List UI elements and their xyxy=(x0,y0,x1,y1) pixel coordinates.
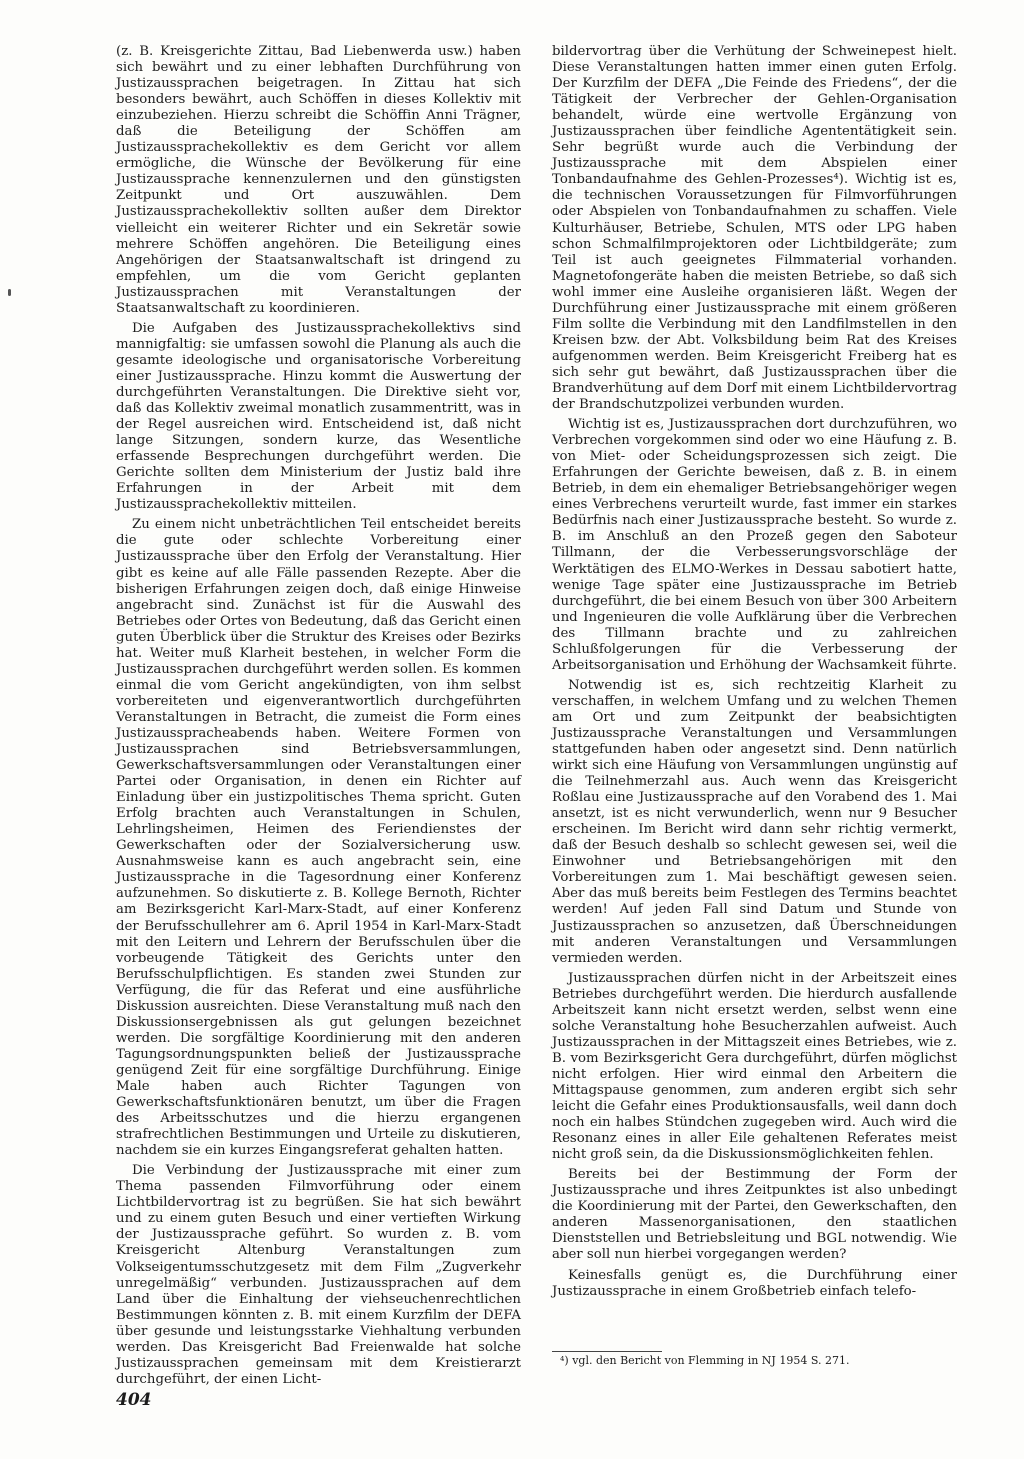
right-column xyxy=(552,44,957,1304)
paragraph: Justizaussprachen dürfen nicht in der Arbeitszeit eines Betriebes durchgeführt werden. Die hierdurch ausfallende Arbeitszeit kann nicht ersetzt werden, selbst wenn eine solche Veranstaltung hohe Besucherzahlen aufweist. Auch Justizaussprachen in der Mittagszeit eines Betriebes, wie z. B. vom Bezirksgericht Gera durchgeführt, dürfen möglichst nicht erfolgen. Hier wird einmal den Arbeitern die Mittagspause genommen, zum anderen ergibt sich sehr leicht die Gefahr eines Produktionsausfalls, weil dann doch noch ein halbes Stündchen zugegeben wird. Auch wird die Resonanz eines in aller Eile gehaltenen Referates meist nicht groß sein, da die Diskussionsmöglichkeiten fehlen. xyxy=(552,970,957,1163)
left-column xyxy=(116,44,521,1392)
paragraph: Keinesfalls genügt es, die Durchführung einer Justizaussprache in einem Großbetrieb einfach telefo- xyxy=(552,1267,957,1299)
footnote: ⁴) vgl. den Bericht von Flemming in NJ 1954 S. 271. xyxy=(560,1354,850,1367)
paragraph: Zu einem nicht unbeträchtlichen Teil entscheidet bereits die gute oder schlechte Vorbereitung einer Justizaussprache über den Erfolg der Veranstaltung. Hier gibt es keine auf alle Fälle passenden Rezepte. Aber die bisherigen Erfahrungen zeigen doch, daß einige Hinweise angebracht sind. Zunächst ist für die Auswahl des Betriebes oder Ortes von Bedeutung, daß das Gericht einen guten Überblick über die Struktur des Kreises oder Bezirks hat. Weiter muß Klarheit bestehen, in welcher Form die Justizaussprachen durchgeführt werden sollen. Es kommen einmal die vom Gericht angekündigten, von ihm selbst vorbereiteten und eigenverantwortlich durchgeführten Veranstaltungen in Betracht, die zumeist die Form eines Justizausspracheabends haben. Weitere Formen von Justizaussprachen sind Betriebsversammlungen, Gewerkschaftsversammlungen oder Veranstaltungen einer Partei oder Organisation, in denen ein Richter auf Einladung über ein justizpolitisches Thema spricht. Guten Erfolg brachten auch Veranstaltungen in Schulen, Lehrlingsheimen, Heimen des Feriendienstes der Gewerkschaften oder der Sozialversicherung usw. Ausnahmsweise kann es auch angebracht sein, eine Justizaussprache in die Tagesordnung einer Konferenz aufzunehmen. So diskutierte z. B. Kollege Bernoth, Richter am Bezirksgericht Karl-Marx-Stadt, auf einer Konferenz der Berufsschullehrer am 6. April 1954 in Karl-Marx-Stadt mit den Leitern und Lehrern der Berufsschulen über die vorbeugende Tätigkeit des Gerichts unter den Berufsschulpflichtigen. Es standen zwei Stunden zur Verfügung, die für das Referat und eine ausführliche Diskussion ausreichten. Diese Veranstaltung muß nach den Diskussionsergebnissen als gut gelungen bezeichnet werden. Die sorgfältige Koordinierung mit den anderen Tagungsordnungspunkten beließ der Justizaussprache genügend Zeit für eine sorgfältige Durchführung. Einige Male haben auch Richter Tagungen von Gewerkschaftsfunktionären benutzt, um über die Fragen des Arbeitsschutzes und die hierzu ergangenen strafrechtlichen Bestimmungen und Urteile zu diskutieren, nachdem sie ein kurzes Eingangsreferat gehalten hatten. xyxy=(116,517,521,1159)
scan-speck xyxy=(8,289,11,296)
page-number: 404 xyxy=(116,1390,152,1410)
paragraph: Die Aufgaben des Justizaussprachekollektivs sind mannigfaltig: sie umfassen sowohl die Planung als auch die gesamte ideologische und organisatorische Vorbereitung einer Justizaussprache. Hinzu kommt die Auswertung der durchgeführten Veranstaltungen. Die Direktive sieht vor, daß das Kollektiv zweimal monatlich zusammentritt, was in der Regel ausreichen wird. Entscheidend ist, daß nicht lange Sitzungen, sondern kurze, das Wesentliche erfassende Besprechungen durchgeführt werden. Die Gerichte sollten dem Ministerium der Justiz bald ihre Erfahrungen in der Arbeit mit dem Justizaussprachekollektiv mitteilen. xyxy=(116,320,521,513)
paragraph: Bereits bei der Bestimmung der Form der Justizaussprache und ihres Zeitpunktes ist also unbedingt die Koordinierung mit der Partei, den Gewerkschaften, den anderen Massenorganisationen, den staatlichen Dienststellen und Betriebsleitung und BGL notwendig. Wie aber soll nun hierbei vorgegangen werden? xyxy=(552,1167,957,1263)
paragraph: Wichtig ist es, Justizaussprachen dort durchzuführen, wo Verbrechen vorgekommen sind oder wo eine Häufung z. B. von Miet- oder Scheidungsprozessen sich zeigt. Die Erfahrungen der Gerichte beweisen, daß z. B. in einem Betrieb, in dem ein ehemaliger Betriebsangehöriger wegen eines Verbrechens verurteilt wurde, fast immer ein starkes Bedürfnis nach einer Justizaussprache besteht. So wurde z. B. im Anschluß an den Prozeß gegen den Saboteur Tillmann, der die Verbesserungsvorschläge der Werktätigen des ELMO-Werkes in Dessau sabotiert hatte, wenige Tage später eine Justizaussprache im Betrieb durchgeführt, die bei einem Besuch von über 300 Arbeitern und Ingenieuren die volle Aufklärung über die Verbrechen des Tillmann brachte und zu zahlreichen Schlußfolgerungen für die Verbesserung der Arbeitsorganisation und Erhöhung der Wachsamkeit führte. xyxy=(552,417,957,673)
paragraph: Notwendig ist es, sich rechtzeitig Klarheit zu verschaffen, in welchem Umfang und zu welchen Themen am Ort und zum Zeitpunkt der beabsichtigten Justizaussprache Veranstaltungen und Versammlungen stattgefunden haben oder angesetzt sind. Denn natürlich wirkt sich eine Häufung von Versammlungen ungünstig auf die Teilnehmerzahl aus. Auch wenn das Kreisgericht Roßlau eine Justizaussprache auf den Vorabend des 1. Mai ansetzt, ist es nicht verwunderlich, wenn nur 9 Besucher erscheinen. Im Bericht wird dann sehr richtig vermerkt, daß der Besuch deshalb so schlecht gewesen sei, weil die Einwohner und Betriebsangehörigen mit den Vorbereitungen zum 1. Mai beschäftigt gewesen seien. Aber das muß bereits beim Festlegen des Termins beachtet werden! Auf jeden Fall sind Datum und Stunde von Justizaussprachen so anzusetzen, daß Überschneidungen mit anderen Veranstaltungen und Versammlungen vermieden werden. xyxy=(552,677,957,966)
paragraph: bildervortrag über die Verhütung der Schweinepest hielt. Diese Veranstaltungen hatten immer einen guten Erfolg. Der Kurzfilm der DEFA „Die Feinde des Friedens“, der die Tätigkeit der Verbrecher der Gehlen-Organisation behandelt, würde eine wertvolle Ergänzung von Justizaussprachen über feindliche Agententätigkeit sein. Sehr begrüßt wurde auch die Verbindung der Justizaussprache mit dem Abspielen einer Tonbandaufnahme des Gehlen-Prozesses⁴). Wichtig ist es, die technischen Voraussetzungen für Filmvorführungen oder Abspielen von Tonbandaufnahmen zu schaffen. Viele Kulturhäuser, Betriebe, Schulen, MTS oder LPG haben schon Schmalfilmprojektoren oder Lichtbildgeräte; zum Teil ist auch geeignetes Filmmaterial vorhanden. Magnetofongeräte haben die meisten Betriebe, so daß sich wohl immer eine Ausleihe organisieren läßt. Wegen der Durchführung einer Justizaussprache mit einem größeren Film sollte die Verbindung mit den Landfilmstellen in den Kreisen bzw. der Abt. Volksbildung beim Rat des Kreises aufgenommen werden. Beim Kreisgericht Freiberg hat es sich sehr gut bewährt, daß Justizaussprachen über die Brandverhütung auf dem Dorf mit einem Lichtbildervortrag der Brandschutzpolizei verbunden wurden. xyxy=(552,44,957,413)
footnote-divider xyxy=(552,1351,662,1352)
paragraph: Die Verbindung der Justizaussprache mit einer zum Thema passenden Filmvorführung oder einem Lichtbildervortrag ist zu begrüßen. Sie hat sich bewährt und zu einem guten Besuch und einer vertieften Wirkung der Justizaussprache geführt. So wurden z. B. vom Kreisgericht Altenburg Veranstaltungen zum Volkseigentumsschutzgesetz mit dem Film „Zugverkehr unregelmäßig“ verbunden. Justizaussprachen auf dem Land über die Einhaltung der viehseuchenrechtlichen Bestimmungen könnten z. B. mit einem Kurzfilm der DEFA über gesunde und leistungsstarke Viehhaltung verbunden werden. Das Kreisgericht Bad Freienwalde hat solche Justizaussprachen gemeinsam mit dem Kreistierarzt durchgeführt, der einen Licht- xyxy=(116,1163,521,1387)
paragraph: (z. B. Kreisgerichte Zittau, Bad Liebenwerda usw.) haben sich bewährt und zu einer lebhaften Durchführung von Justizaussprachen beigetragen. In Zittau hat sich besonders bewährt, auch Schöffen in dieses Kollektiv mit einzubeziehen. Hierzu schreibt die Schöffin Anni Trägner, daß die Beteiligung der Schöffen am Justizaussprachekollektiv es dem Gericht vor allem ermögliche, die Wünsche der Bevölkerung für eine Justizaussprache kennenzulernen und den günstigsten Zeitpunkt und Ort auszuwählen. Dem Justizaussprachekollektiv sollten außer dem Direktor vielleicht ein weiterer Richter und ein Sekretär sowie mehrere Schöffen angehören. Die Beteiligung eines Angehörigen der Staatsanwaltschaft ist dringend zu empfehlen, um die vom Gericht geplanten Justizaussprachen mit Veranstaltungen der Staatsanwaltschaft zu koordinieren. xyxy=(116,44,521,316)
